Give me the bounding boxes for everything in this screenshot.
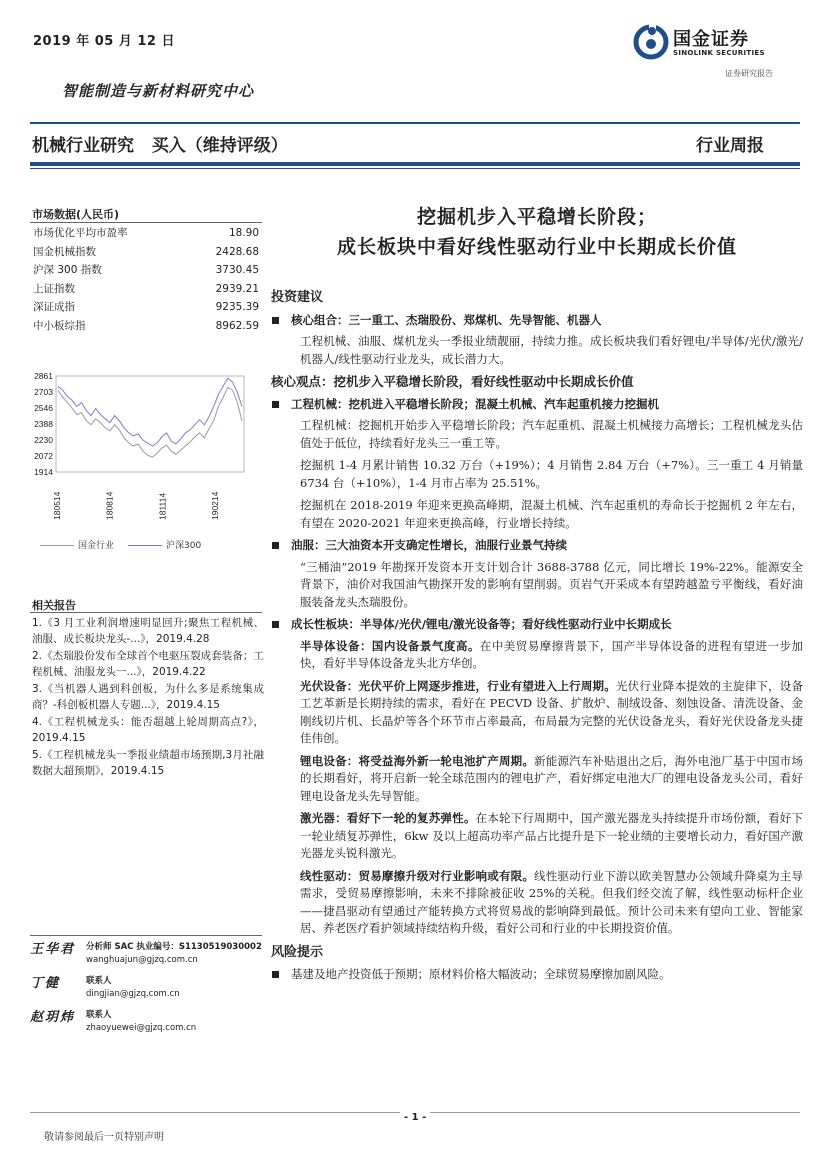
market-row	[33, 243, 259, 262]
logo	[633, 22, 803, 88]
related-report-link[interactable]: 1.《3 月工业利润增速明显回升;聚焦工程机械、油服、成长板块龙头-...》，2019.4.28	[32, 617, 264, 645]
legend-label: 沪深300	[166, 541, 202, 551]
market-value: 18.90	[228, 227, 259, 239]
market-label: 市场优化平均市盈率	[33, 227, 128, 239]
paragraph-lead: 激光器：看好下一轮的复苏弹性。	[300, 811, 476, 825]
x-tick-label: 190214	[209, 491, 220, 520]
divider	[30, 122, 800, 124]
market-data-title: 市场数据(人民币)	[32, 208, 120, 221]
industry-rating: 机械行业研究 买入（维持评级）	[32, 136, 288, 156]
author-name: 赵玥炜	[30, 1010, 76, 1025]
related-reports-title: 相关报告	[32, 599, 76, 612]
x-tick-label: 180814	[104, 491, 115, 520]
bullet-title: 油服：三大油资本开支确定性增长，油服行业景气持续	[291, 538, 567, 552]
report-title-line1: 挖掘机步入平稳增长阶段；	[416, 206, 657, 228]
paragraph-text: 线性驱动行业下游以欧美智慧办公领域升降桌为主导需求，受贸易摩擦影响，未来不排除被征收 25%的关税。但我们经交流了解，线性驱动标杆企业——捷昌驱动有望通过产能转换方式将贸易战的影响降到最低。预计公司未来有望向工业、智能家居、养老医疗看护领域持续结构升级，看好公司和行业的中长期投资价值。	[300, 868, 803, 935]
chart-frame	[56, 376, 244, 472]
author-role: 联系人	[86, 1010, 112, 1020]
logo-cn: 国金证券	[673, 29, 749, 50]
bullet-square-icon	[272, 621, 279, 628]
divider	[30, 222, 262, 223]
market-row	[33, 261, 259, 280]
market-value: 3730.45	[215, 264, 259, 276]
legend-label: 国金行业	[78, 541, 115, 551]
author-email[interactable]: zhaoyuewei@gjzq.com.cn	[86, 1023, 197, 1033]
y-tick-label: 2861	[34, 371, 53, 381]
logo-en: SINOLINK SECURITIES	[673, 49, 765, 57]
paragraph: 挖掘机 1-4 月累计销售 10.32 万台（+19%）；4 月销售 2.84 万台（+7%）。三一重工 4 月销量 6734 台（+10%），1-4 月市占率为 25.51%。	[300, 458, 803, 490]
bullet-title: 成长性板块：半导体/光伏/锂电/激光设备等；看好线性驱动行业中长期成长	[291, 617, 672, 631]
bullet-title: 工程机械：挖机进入平稳增长阶段；混凝土机械、汽车起重机接力挖掘机	[291, 396, 659, 411]
market-row	[33, 224, 259, 243]
disclaimer: 敬请参阅最后一页特别声明	[44, 1132, 164, 1143]
market-label: 上证指数	[33, 282, 75, 295]
paragraph-text: 光伏行业降本提效的主旋律下，设备工艺革新是长期持续的需求，看好在 PECVD 设备、扩散炉、制绒设备、刻蚀设备、清洗设备、金刚线切片机、长晶炉等各个环节市占率最高，布局最为完整的光伏设备龙头，看好光伏设备龙头捷佳伟创。	[300, 678, 804, 745]
author-email[interactable]: wanghuajun@gjzq.com.cn	[86, 955, 198, 965]
divider	[30, 162, 800, 166]
author	[30, 938, 265, 972]
x-tick-label: 181114	[157, 492, 168, 520]
market-row	[33, 317, 259, 336]
sinolink-logo-icon	[633, 24, 669, 60]
x-tick-label: 180514	[52, 491, 62, 520]
related-report-link[interactable]: 3.《当机器人遇到科创板，为什么多是系统集成商？-科创板机器人专题...》，2019.4.15	[32, 683, 264, 711]
main-body	[271, 287, 803, 988]
y-tick-label: 2230	[34, 434, 53, 445]
related-reports-list	[32, 616, 264, 781]
risk-title: 风险提示	[271, 944, 324, 960]
bullet-heading	[271, 966, 803, 984]
bullet-title: 核心组合：三一重工、杰瑞股份、郑煤机、先导智能、机器人	[291, 312, 602, 327]
related-report-link[interactable]: 2.《杰瑞股份发布全球首个电驱压裂成套装备；工程机械、油服龙头一...》，2019.4.22	[32, 650, 264, 678]
author-name: 丁健	[30, 976, 61, 991]
bullet-square-icon	[272, 542, 279, 549]
index-line-chart	[22, 368, 262, 528]
series-line-industry	[58, 387, 242, 457]
author-name: 王华君	[30, 942, 76, 957]
chart-legend	[40, 538, 201, 551]
research-center: 智能制造与新材料研究中心	[62, 82, 255, 100]
market-value: 8962.59	[215, 319, 259, 332]
paragraph	[271, 638, 803, 673]
divider	[30, 168, 800, 169]
paragraph-lead: 线性驱动：贸易摩擦升级对行业影响或有限。	[300, 868, 535, 883]
y-tick-label: 2388	[34, 418, 53, 429]
y-tick-label: 1914	[34, 467, 53, 477]
market-label: 深证成指	[33, 301, 75, 313]
bullet-heading	[271, 537, 803, 555]
market-row	[33, 280, 259, 299]
paragraph	[271, 868, 803, 938]
bullet-heading	[271, 396, 803, 414]
paragraph-text: 在本轮下行周期中，国产激光器龙头持续提升市场份额，看好下一轮业绩复苏弹性，6kw 及以上超高功率产品占比提升是下一轮业绩的主要增长动力，看好国产激光器龙头锐科激光。	[300, 811, 804, 860]
legend-item-industry	[40, 538, 114, 551]
market-value: 2428.68	[215, 245, 259, 258]
page-number: - 1 -	[400, 1112, 430, 1123]
series-line-hs300	[58, 378, 242, 446]
bullet-heading	[271, 616, 803, 634]
paragraph: 挖掘机在 2018-2019 年迎来更换高峰期，混凝土机械、汽车起重机的寿命长于挖掘机 2 年左右，有望在 2020-2021 年迎来更换高峰，行业增长持续。	[300, 498, 803, 530]
bullet-square-icon	[272, 317, 279, 324]
paragraph-text: 新能源汽车补贴退出之后，海外电池厂基于中国市场的长期看好，将开启新一轮全球范围内的锂电扩产，看好绑定电池大厂的锂电设备龙头公司，看好锂电设备龙头先导智能。	[300, 753, 803, 803]
market-value: 2939.21	[215, 282, 259, 295]
related-report-link[interactable]: 5.《工程机械龙头一季报业绩超市场预期,3月社融数据大超预期》，2019.4.15	[32, 749, 264, 777]
report-title-line2: 成长板块中看好线性驱动行业中长期成长价值	[336, 236, 737, 258]
bullet-heading	[271, 312, 803, 330]
paragraph-lead: 半导体设备：国内设备景气度高。	[300, 638, 480, 653]
report-kind: 行业周报	[696, 136, 764, 156]
authors	[30, 938, 265, 1040]
y-tick-label: 2703	[34, 387, 53, 398]
paragraph	[271, 678, 803, 748]
market-label: 国金机械指数	[33, 245, 96, 258]
author-email[interactable]: dingjian@gjzq.com.cn	[86, 989, 180, 999]
legend-item-hs300	[128, 538, 201, 551]
market-value: 9235.39	[215, 301, 259, 313]
market-label: 沪深 300 指数	[33, 264, 102, 276]
paragraph	[271, 810, 803, 863]
y-tick-label: 2072	[34, 450, 53, 461]
market-data-table	[33, 224, 259, 335]
paragraph-lead: 锂电设备：将受益海外新一轮电池扩产周期。	[300, 753, 535, 768]
report-type: 证券研究报告	[725, 69, 773, 78]
author	[30, 1006, 265, 1040]
paragraph: “三桶油”2019 年勘探开发资本开支计划合计 3688-3788 亿元，同比增长 19%-22%。能源安全背景下，油价对我国油气勘探开发的影响有望削弱。页岩气开采成本有望跨越盈亏平衡线，看好油服装备龙头杰瑞股份。	[300, 559, 803, 609]
paragraph: 工程机械：挖掘机开始步入平稳增长阶段；汽车起重机、混凝土机械接力高增长；工程机械龙头估值处于低位，持续看好龙头三一重工等。	[300, 418, 803, 450]
bullet-square-icon	[272, 971, 279, 978]
market-row	[33, 298, 259, 317]
risk-text: 基建及地产投资低于预期；原材料价格大幅波动；全球贸易摩擦加剧风险。	[291, 967, 671, 981]
paragraph	[271, 753, 803, 806]
author	[30, 972, 265, 1006]
core-view: 核心观点：挖机步入平稳增长阶段，看好线性驱动中长期成长价值	[271, 374, 634, 389]
invest-title: 投资建议	[271, 290, 324, 305]
paragraph-text: 在中美贸易摩擦背景下，国产半导体设备的进程有望进一步加快，看好半导体设备龙头北方华创。	[300, 638, 804, 670]
bullet-square-icon	[272, 401, 279, 408]
divider	[30, 935, 262, 936]
report-date: 2019 年 05 月 12 日	[33, 34, 175, 49]
paragraph: 工程机械、油服、煤机龙头一季报业绩靓丽，持续力推。成长板块我们看好锂电/半导体/光伏/激光/机器人/线性驱动行业龙头，成长潜力大。	[300, 334, 803, 366]
y-tick-label: 2546	[34, 402, 53, 413]
divider	[30, 612, 262, 613]
market-label: 中小板综指	[33, 319, 86, 332]
author-role: 联系人	[86, 976, 112, 986]
author-role: 分析师 SAC 执业编号：S1130519030002	[86, 942, 262, 952]
paragraph-lead: 光伏设备：光伏平价上网逐步推进，行业有望进入上行周期。	[300, 678, 616, 693]
related-report-link[interactable]: 4.《工程机械龙头：能否超越上轮周期高点?》，2019.4.15	[32, 716, 264, 744]
